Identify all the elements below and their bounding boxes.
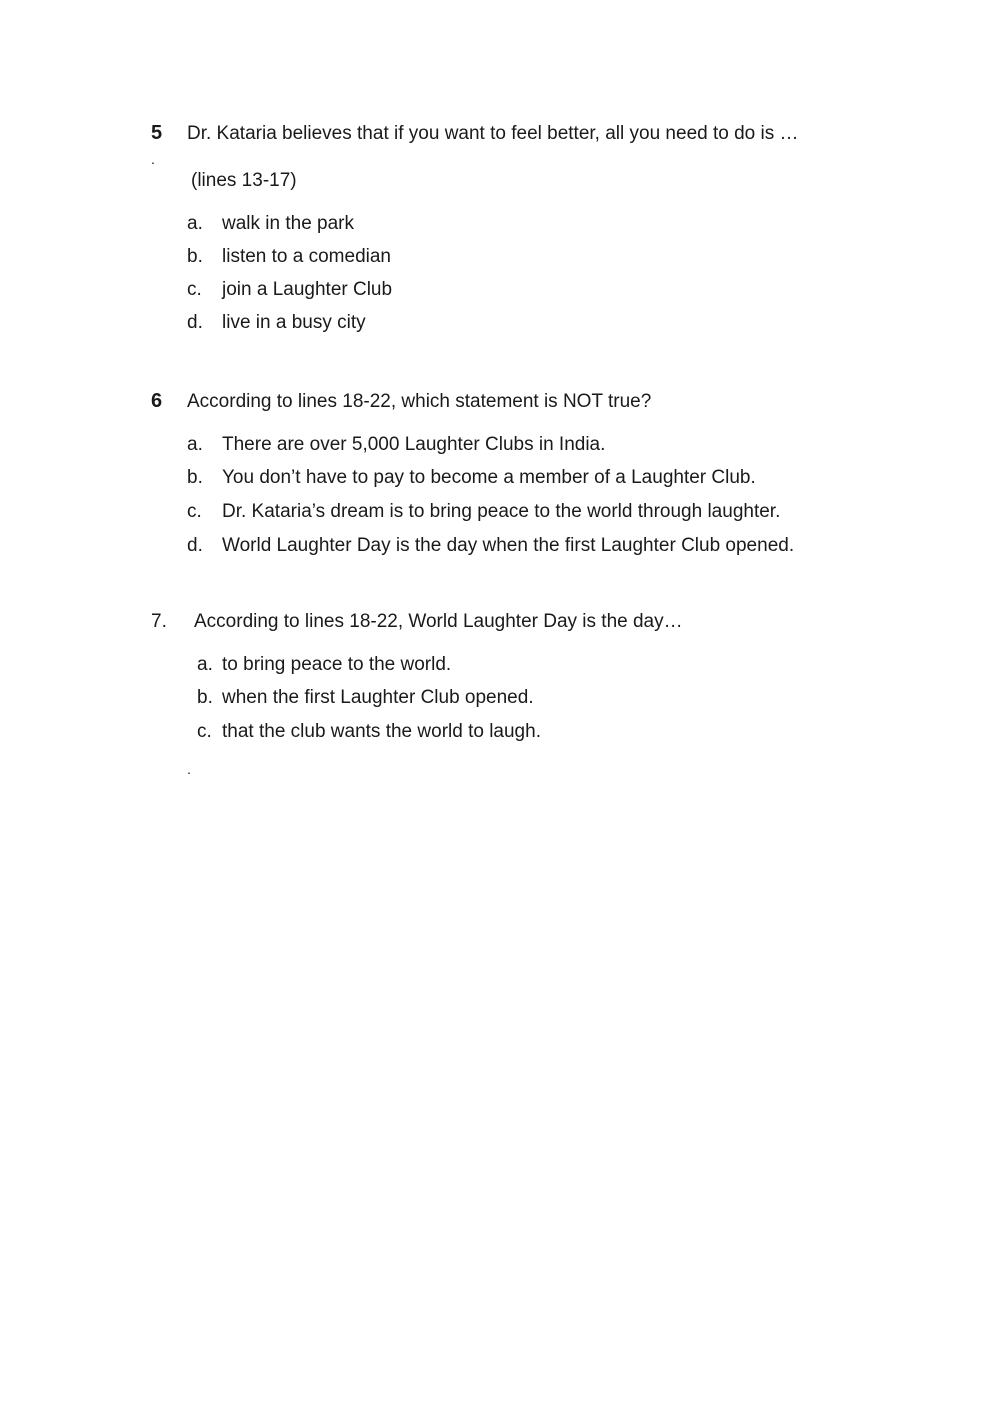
option-text: live in a busy city (222, 312, 366, 333)
question-stem: According to lines 18-22, World Laughter Day is the day… (194, 611, 683, 632)
option-letter: b. (187, 246, 203, 267)
option-letter: d. (187, 312, 203, 333)
option-letter: b. (187, 467, 203, 488)
option-letter: d. (187, 535, 203, 556)
question-stem: According to lines 18-22, which statement is NOT true? (187, 391, 652, 412)
option-letter: c. (187, 501, 202, 522)
question-stem: Dr. Kataria believes that if you want to feel better, all you need to do is … (187, 123, 799, 144)
option-text: when the first Laughter Club opened. (222, 687, 534, 708)
trailing-dot: . (187, 761, 191, 777)
question-number: 7. (151, 611, 167, 632)
option-letter: a. (187, 434, 203, 455)
option-text: join a Laughter Club (222, 279, 393, 300)
option-letter: c. (187, 279, 202, 300)
option-text: World Laughter Day is the day when the first Laughter Club opened. (222, 535, 795, 556)
stem-continuation-dot: . (151, 151, 155, 167)
question-number: 5 (151, 122, 163, 144)
line-reference: (lines 13-17) (191, 170, 297, 191)
option-text: to bring peace to the world. (222, 654, 452, 675)
option-letter: b. (197, 687, 213, 708)
option-letter: c. (197, 721, 212, 742)
option-text: listen to a comedian (222, 246, 391, 267)
option-text: Dr. Kataria’s dream is to bring peace to the world through laughter. (222, 501, 781, 522)
option-letter: a. (187, 213, 203, 234)
option-text: walk in the park (222, 213, 355, 234)
option-text: that the club wants the world to laugh. (222, 721, 541, 742)
option-text: You don’t have to pay to become a member of a Laughter Club. (222, 467, 756, 488)
option-text: There are over 5,000 Laughter Clubs in India. (222, 434, 606, 455)
question-number: 6 (151, 390, 163, 412)
option-letter: a. (197, 654, 213, 675)
